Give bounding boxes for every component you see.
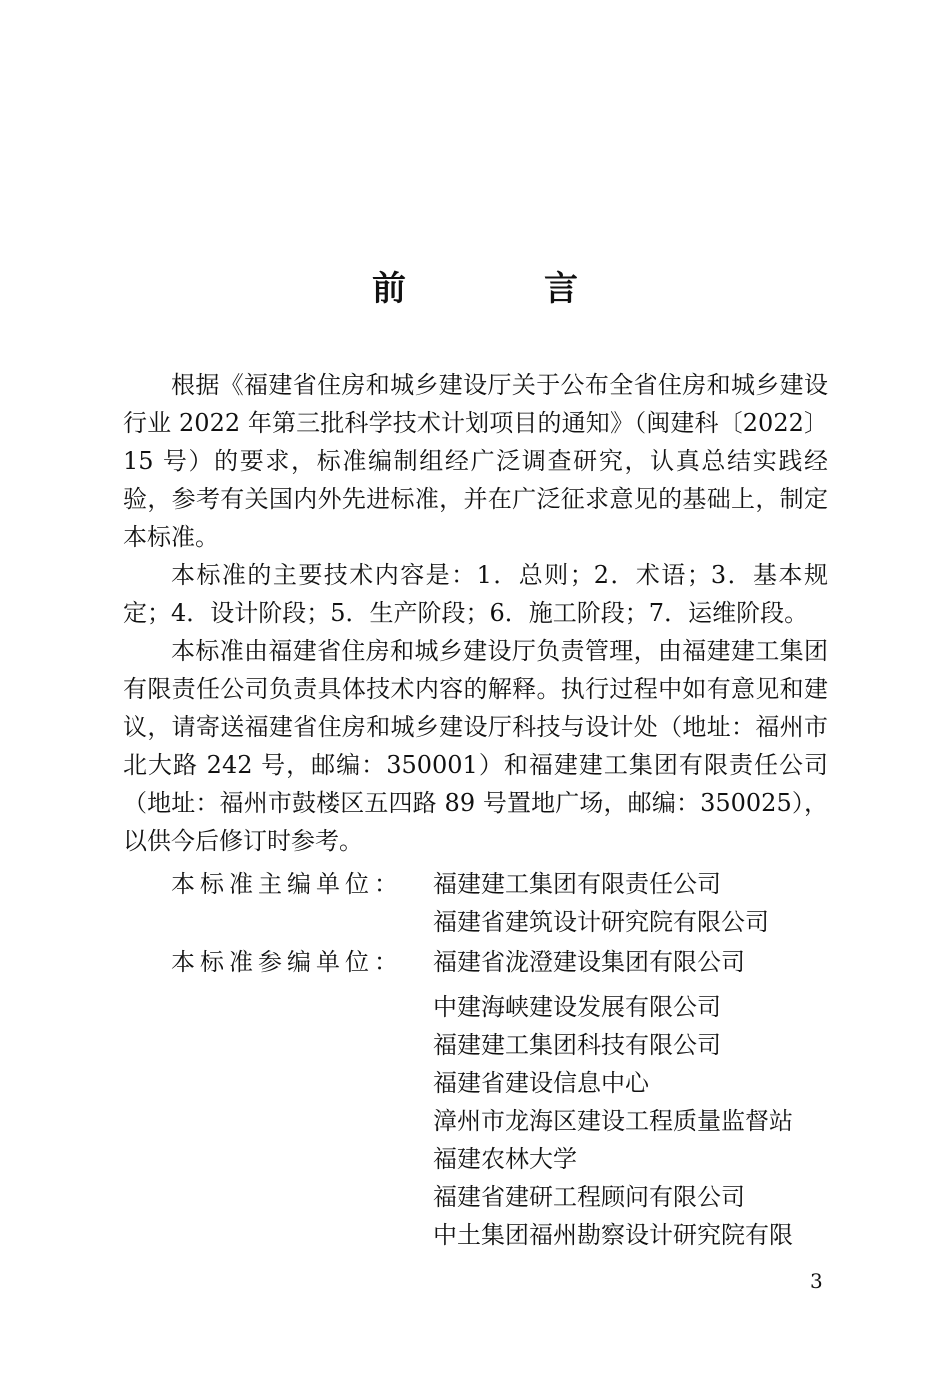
paragraph-management: 本标准由福建省住房和城乡建设厅负责管理，由福建建工集团有限责任公司负责具体技术内容的解释。执行过程中如有意见和建议，请寄送福建省住房和城乡建设厅科技与设计处（地址：福州市北大路 242 号，邮编：350001）和福建建工集团有限责任公司（地址：福州市鼓楼区五四路 89 号置地广场，邮编：350025），以供今后修订时参考。 <box>123 637 828 855</box>
participating-units <box>123 943 828 1254</box>
page-title: 前 言 <box>372 269 630 309</box>
list-item: 中建海峡建设发展有限公司 <box>433 993 721 1021</box>
main-units-label: 本标准主编单位： <box>171 870 403 898</box>
list-item: 福建省建筑设计研究院有限公司 <box>433 908 769 936</box>
page-number: 3 <box>810 1269 823 1293</box>
participating-units-label: 本标准参编单位： <box>171 948 403 976</box>
list-item: 福建建工集团有限责任公司 <box>433 870 721 898</box>
list-item: 中土集团福州勘察设计研究院有限 <box>433 1221 793 1249</box>
paragraph-basis: 根据《福建省住房和城乡建设厅关于公布全省住房和城乡建设行业 2022 年第三批科学技术计划项目的通知》（闽建科〔2022〕15 号）的要求，标准编制组经广泛调查研究，认真总结实践经验，参考有关国内外先进标准，并在广泛征求意见的基础上，制定本标准。 <box>123 371 828 551</box>
list-item: 福建省建研工程顾问有限公司 <box>433 1183 745 1211</box>
main-editor-units <box>123 865 828 941</box>
main-units-list <box>433 865 769 941</box>
list-item: 福建省泷澄建设集团有限公司 <box>433 948 745 976</box>
list-item: 漳州市龙海区建设工程质量监督站 <box>433 1107 793 1135</box>
preface-body <box>123 366 828 860</box>
list-item: 福建建工集团科技有限公司 <box>433 1031 721 1059</box>
list-item: 福建省建设信息中心 <box>433 1069 649 1097</box>
paragraph-contents: 本标准的主要技术内容是：1．总则；2．术语；3．基本规定；4．设计阶段；5．生产阶段；6．施工阶段；7．运维阶段。 <box>123 561 828 627</box>
list-item: 福建农林大学 <box>433 1145 577 1173</box>
participating-units-list <box>433 943 793 1254</box>
